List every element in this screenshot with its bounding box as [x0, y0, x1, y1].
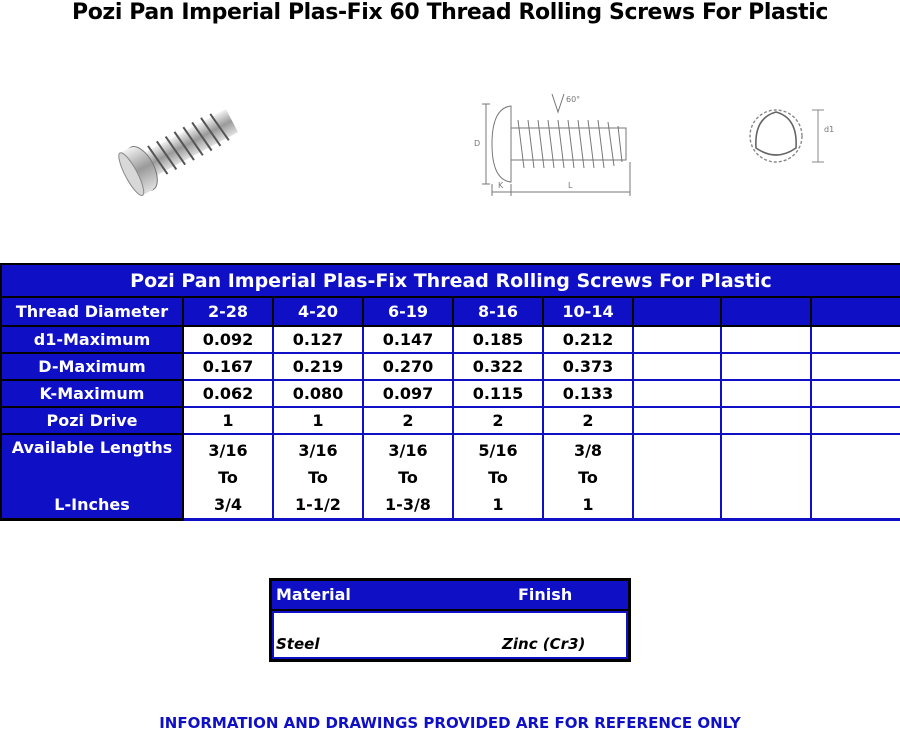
material-table: [269, 578, 631, 662]
length-cell: 3/8 To 1: [543, 434, 633, 520]
material-header-row: [272, 581, 628, 611]
end-view-drawing: [740, 96, 844, 176]
table-cell: [633, 407, 721, 434]
table-cell: 0.133: [543, 380, 633, 407]
spec-table: [0, 263, 900, 521]
size-header: 10-14: [543, 297, 633, 326]
table-cell: 0.185: [453, 326, 543, 353]
page-title: Pozi Pan Imperial Plas-Fix 60 Thread Rolling Screws For Plastic: [71, 0, 829, 25]
table-cell: 0.115: [453, 380, 543, 407]
table-cell: 0.212: [543, 326, 633, 353]
size-header: 4-20: [273, 297, 363, 326]
l-label: L: [568, 181, 573, 190]
length-cell: 3/16 To 1-3/8: [363, 434, 453, 520]
finish-value: Zinc (Cr3): [502, 635, 586, 653]
table-cell: 2: [453, 407, 543, 434]
table-row: [1, 434, 900, 520]
table-cell: 0.127: [273, 326, 363, 353]
table-cell: [633, 353, 721, 380]
k-label: K: [498, 181, 504, 190]
finish-header: Finish: [518, 585, 573, 604]
material-row: [272, 611, 628, 659]
table-cell: [633, 380, 721, 407]
table-cell: 0.062: [183, 380, 273, 407]
disclaimer-note: INFORMATION AND DRAWINGS PROVIDED ARE FOR REFERENCE ONLY: [159, 714, 741, 732]
table-cell: [633, 326, 721, 353]
table-cell: 0.322: [453, 353, 543, 380]
length-cell: 3/16 To 1-1/2: [273, 434, 363, 520]
table-cell: [811, 407, 900, 434]
table-caption: Pozi Pan Imperial Plas-Fix Thread Rolling Screws For Plastic: [1, 264, 900, 297]
length-cell: [721, 434, 811, 520]
table-cell: 0.092: [183, 326, 273, 353]
row-label: d1-Maximum: [1, 326, 183, 353]
length-cell: [633, 434, 721, 520]
length-cell: 5/16 To 1: [453, 434, 543, 520]
lengths-label-cell: [1, 434, 183, 520]
table-cell: 2: [363, 407, 453, 434]
angle-label: 60°: [566, 95, 581, 104]
table-row: [1, 353, 900, 380]
table-cell: 2: [543, 407, 633, 434]
thread-diameter-label: Thread Diameter: [1, 297, 183, 326]
size-header: 8-16: [453, 297, 543, 326]
size-header: [811, 297, 900, 326]
table-cell: [811, 326, 900, 353]
material-value: Steel: [276, 635, 320, 653]
d-label: D: [474, 139, 481, 148]
screw-photo: [112, 86, 252, 206]
header-row: [1, 297, 900, 326]
table-cell: 0.147: [363, 326, 453, 353]
size-header: [633, 297, 721, 326]
size-header: 2-28: [183, 297, 273, 326]
table-row: [1, 407, 900, 434]
d1-label: d1: [824, 125, 835, 134]
material-header: Material: [276, 585, 351, 604]
side-view-drawing: [466, 84, 666, 200]
table-row: [1, 380, 900, 407]
table-cell: 0.270: [363, 353, 453, 380]
row-label: D-Maximum: [1, 353, 183, 380]
table-cell: 0.097: [363, 380, 453, 407]
table-cell: 0.167: [183, 353, 273, 380]
table-cell: 0.219: [273, 353, 363, 380]
table-cell: [811, 380, 900, 407]
table-row: [1, 326, 900, 353]
row-label: K-Maximum: [1, 380, 183, 407]
table-cell: [721, 326, 811, 353]
table-cell: 1: [183, 407, 273, 434]
table-cell: 0.373: [543, 353, 633, 380]
table-cell: 0.080: [273, 380, 363, 407]
size-header: [721, 297, 811, 326]
l-inches-label: L-Inches: [54, 495, 130, 514]
row-label: Pozi Drive: [1, 407, 183, 434]
table-cell: [721, 380, 811, 407]
table-cell: [811, 353, 900, 380]
length-cell: [811, 434, 900, 520]
table-cell: 1: [273, 407, 363, 434]
size-header: 6-19: [363, 297, 453, 326]
length-cell: 3/16 To 3/4: [183, 434, 273, 520]
available-lengths-label: Available Lengths: [11, 438, 173, 457]
table-cell: [721, 353, 811, 380]
table-cell: [721, 407, 811, 434]
